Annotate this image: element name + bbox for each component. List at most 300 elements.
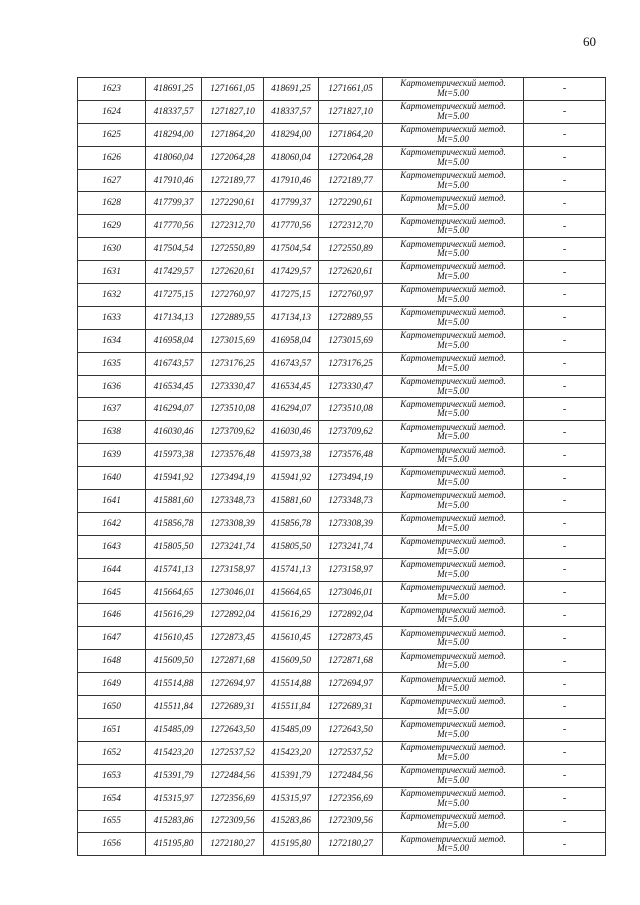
table-row — [78, 123, 606, 146]
table-row — [78, 169, 606, 192]
y-coordinate-cell: 1273015,69 — [202, 329, 264, 352]
method-cell — [383, 558, 524, 581]
table-row — [78, 535, 606, 558]
point-number-cell: 1647 — [78, 627, 146, 650]
x-coordinate-cell: 416534,45 — [146, 375, 202, 398]
accuracy-text: Mt=5.00 — [437, 431, 469, 442]
method-text: Картометрический метод. — [400, 833, 506, 844]
x-coordinate-existing-cell: 418337,57 — [264, 100, 319, 123]
note-cell: - — [524, 787, 606, 810]
accuracy-text: Mt=5.00 — [437, 843, 469, 854]
x-coordinate-existing-cell: 415616,29 — [264, 604, 319, 627]
note-cell: - — [524, 650, 606, 673]
y-coordinate-cell: 1272689,31 — [202, 696, 264, 719]
y-coordinate-existing-cell: 1273576,48 — [319, 444, 383, 467]
x-coordinate-cell: 415856,78 — [146, 512, 202, 535]
table-row — [78, 375, 606, 398]
method-cell — [383, 718, 524, 741]
note-cell: - — [524, 444, 606, 467]
y-coordinate-existing-cell: 1272312,70 — [319, 215, 383, 238]
x-coordinate-existing-cell: 418060,04 — [264, 146, 319, 169]
note-cell: - — [524, 627, 606, 650]
method-text: Картометрический метод. — [400, 765, 506, 776]
point-number-cell: 1638 — [78, 421, 146, 444]
method-cell — [383, 169, 524, 192]
y-coordinate-cell: 1273241,74 — [202, 535, 264, 558]
accuracy-text: Mt=5.00 — [437, 591, 469, 602]
method-text: Картометрический метод. — [400, 467, 506, 478]
y-coordinate-existing-cell: 1272760,97 — [319, 284, 383, 307]
point-number-cell: 1641 — [78, 490, 146, 513]
x-coordinate-cell: 415485,09 — [146, 718, 202, 741]
accuracy-text: Mt=5.00 — [437, 110, 469, 121]
accuracy-text: Mt=5.00 — [437, 362, 469, 373]
method-text: Картометрический метод. — [400, 124, 506, 135]
note-cell: - — [524, 673, 606, 696]
y-coordinate-existing-cell: 1273510,08 — [319, 398, 383, 421]
accuracy-text: Mt=5.00 — [437, 568, 469, 579]
y-coordinate-cell: 1272760,97 — [202, 284, 264, 307]
point-number-cell: 1627 — [78, 169, 146, 192]
table-row — [78, 421, 606, 444]
x-coordinate-cell: 418294,00 — [146, 123, 202, 146]
accuracy-text: Mt=5.00 — [437, 820, 469, 831]
point-number-cell: 1643 — [78, 535, 146, 558]
note-cell: - — [524, 810, 606, 833]
x-coordinate-cell: 415805,50 — [146, 535, 202, 558]
note-cell: - — [524, 284, 606, 307]
y-coordinate-cell: 1272309,56 — [202, 810, 264, 833]
y-coordinate-cell: 1272873,45 — [202, 627, 264, 650]
x-coordinate-existing-cell: 416534,45 — [264, 375, 319, 398]
table-row — [78, 650, 606, 673]
accuracy-text: Mt=5.00 — [437, 637, 469, 648]
point-number-cell: 1634 — [78, 329, 146, 352]
note-cell: - — [524, 741, 606, 764]
y-coordinate-existing-cell: 1272309,56 — [319, 810, 383, 833]
note-cell: - — [524, 535, 606, 558]
x-coordinate-cell: 417134,13 — [146, 306, 202, 329]
x-coordinate-cell: 415609,50 — [146, 650, 202, 673]
method-text: Картометрический метод. — [400, 513, 506, 524]
x-coordinate-cell: 416743,57 — [146, 352, 202, 375]
accuracy-text: Mt=5.00 — [437, 545, 469, 556]
x-coordinate-existing-cell: 415856,78 — [264, 512, 319, 535]
x-coordinate-existing-cell: 415514,88 — [264, 673, 319, 696]
y-coordinate-existing-cell: 1272290,61 — [319, 192, 383, 215]
table-row — [78, 673, 606, 696]
method-cell — [383, 352, 524, 375]
table-row — [78, 467, 606, 490]
note-cell: - — [524, 512, 606, 535]
y-coordinate-existing-cell: 1272064,28 — [319, 146, 383, 169]
y-coordinate-existing-cell: 1271864,20 — [319, 123, 383, 146]
table-row — [78, 215, 606, 238]
method-text: Картометрический метод. — [400, 78, 506, 89]
point-number-cell: 1632 — [78, 284, 146, 307]
point-number-cell: 1655 — [78, 810, 146, 833]
accuracy-text: Mt=5.00 — [437, 774, 469, 785]
method-text: Картометрический метод. — [400, 169, 506, 180]
y-coordinate-cell: 1272892,04 — [202, 604, 264, 627]
method-cell — [383, 329, 524, 352]
method-cell — [383, 146, 524, 169]
method-text: Картометрический метод. — [400, 719, 506, 730]
point-number-cell: 1656 — [78, 833, 146, 856]
x-coordinate-cell: 415610,45 — [146, 627, 202, 650]
x-coordinate-existing-cell: 416030,46 — [264, 421, 319, 444]
x-coordinate-cell: 417770,56 — [146, 215, 202, 238]
y-coordinate-cell: 1273158,97 — [202, 558, 264, 581]
accuracy-text: Mt=5.00 — [437, 271, 469, 282]
y-coordinate-existing-cell: 1273176,25 — [319, 352, 383, 375]
y-coordinate-cell: 1272871,68 — [202, 650, 264, 673]
y-coordinate-cell: 1271827,10 — [202, 100, 264, 123]
table-row — [78, 833, 606, 856]
y-coordinate-cell: 1273176,25 — [202, 352, 264, 375]
y-coordinate-existing-cell: 1272871,68 — [319, 650, 383, 673]
accuracy-text: Mt=5.00 — [437, 339, 469, 350]
table-row — [78, 261, 606, 284]
x-coordinate-existing-cell: 415610,45 — [264, 627, 319, 650]
y-coordinate-existing-cell: 1271827,10 — [319, 100, 383, 123]
x-coordinate-existing-cell: 415609,50 — [264, 650, 319, 673]
note-cell: - — [524, 352, 606, 375]
method-cell — [383, 810, 524, 833]
method-text: Картометрический метод. — [400, 444, 506, 455]
method-cell — [383, 100, 524, 123]
x-coordinate-existing-cell: 415805,50 — [264, 535, 319, 558]
note-cell: - — [524, 696, 606, 719]
method-text: Картометрический метод. — [400, 101, 506, 112]
x-coordinate-existing-cell: 417910,46 — [264, 169, 319, 192]
x-coordinate-existing-cell: 415315,97 — [264, 787, 319, 810]
x-coordinate-cell: 417910,46 — [146, 169, 202, 192]
y-coordinate-existing-cell: 1272694,97 — [319, 673, 383, 696]
method-text: Картометрический метод. — [400, 307, 506, 318]
point-number-cell: 1625 — [78, 123, 146, 146]
x-coordinate-existing-cell: 417134,13 — [264, 306, 319, 329]
x-coordinate-existing-cell: 416958,04 — [264, 329, 319, 352]
x-coordinate-cell: 416030,46 — [146, 421, 202, 444]
y-coordinate-existing-cell: 1272537,52 — [319, 741, 383, 764]
method-cell — [383, 398, 524, 421]
table-row — [78, 718, 606, 741]
x-coordinate-existing-cell: 417770,56 — [264, 215, 319, 238]
method-cell — [383, 192, 524, 215]
point-number-cell: 1645 — [78, 581, 146, 604]
method-text: Картометрический метод. — [400, 375, 506, 386]
y-coordinate-existing-cell: 1272356,69 — [319, 787, 383, 810]
accuracy-text: Mt=5.00 — [437, 477, 469, 488]
method-text: Картометрический метод. — [400, 559, 506, 570]
method-text: Картометрический метод. — [400, 696, 506, 707]
y-coordinate-existing-cell: 1273348,73 — [319, 490, 383, 513]
method-cell — [383, 261, 524, 284]
y-coordinate-cell: 1272356,69 — [202, 787, 264, 810]
accuracy-text: Mt=5.00 — [437, 683, 469, 694]
table-row — [78, 398, 606, 421]
x-coordinate-cell: 416958,04 — [146, 329, 202, 352]
method-text: Картометрический метод. — [400, 627, 506, 638]
x-coordinate-existing-cell: 418294,00 — [264, 123, 319, 146]
note-cell: - — [524, 215, 606, 238]
note-cell: - — [524, 467, 606, 490]
method-text: Картометрический метод. — [400, 742, 506, 753]
method-text: Картометрический метод. — [400, 261, 506, 272]
method-cell — [383, 741, 524, 764]
table-row — [78, 238, 606, 261]
method-cell — [383, 535, 524, 558]
point-number-cell: 1639 — [78, 444, 146, 467]
note-cell: - — [524, 604, 606, 627]
coordinates-table — [77, 77, 606, 856]
y-coordinate-cell: 1272180,27 — [202, 833, 264, 856]
point-number-cell: 1637 — [78, 398, 146, 421]
table-row — [78, 558, 606, 581]
method-cell — [383, 123, 524, 146]
x-coordinate-cell: 415741,13 — [146, 558, 202, 581]
method-cell — [383, 444, 524, 467]
point-number-cell: 1651 — [78, 718, 146, 741]
y-coordinate-cell: 1273494,19 — [202, 467, 264, 490]
y-coordinate-existing-cell: 1271661,05 — [319, 78, 383, 101]
x-coordinate-cell: 415616,29 — [146, 604, 202, 627]
y-coordinate-cell: 1272290,61 — [202, 192, 264, 215]
note-cell: - — [524, 100, 606, 123]
method-text: Картометрический метод. — [400, 490, 506, 501]
y-coordinate-existing-cell: 1273158,97 — [319, 558, 383, 581]
point-number-cell: 1633 — [78, 306, 146, 329]
method-cell — [383, 604, 524, 627]
x-coordinate-cell: 415941,92 — [146, 467, 202, 490]
table-row — [78, 192, 606, 215]
x-coordinate-cell: 415881,60 — [146, 490, 202, 513]
note-cell: - — [524, 764, 606, 787]
table-row — [78, 512, 606, 535]
x-coordinate-existing-cell: 415741,13 — [264, 558, 319, 581]
point-number-cell: 1640 — [78, 467, 146, 490]
method-cell — [383, 833, 524, 856]
accuracy-text: Mt=5.00 — [437, 225, 469, 236]
method-text: Картометрический метод. — [400, 673, 506, 684]
y-coordinate-existing-cell: 1272889,55 — [319, 306, 383, 329]
table-row — [78, 490, 606, 513]
method-cell — [383, 78, 524, 101]
table-row — [78, 627, 606, 650]
accuracy-text: Mt=5.00 — [437, 248, 469, 259]
y-coordinate-cell: 1272620,61 — [202, 261, 264, 284]
x-coordinate-existing-cell: 416743,57 — [264, 352, 319, 375]
note-cell: - — [524, 718, 606, 741]
y-coordinate-cell: 1273510,08 — [202, 398, 264, 421]
x-coordinate-cell: 415315,97 — [146, 787, 202, 810]
x-coordinate-cell: 417799,37 — [146, 192, 202, 215]
y-coordinate-existing-cell: 1273015,69 — [319, 329, 383, 352]
method-cell — [383, 627, 524, 650]
method-text: Картометрический метод. — [400, 421, 506, 432]
x-coordinate-existing-cell: 417504,54 — [264, 238, 319, 261]
point-number-cell: 1642 — [78, 512, 146, 535]
y-coordinate-existing-cell: 1272189,77 — [319, 169, 383, 192]
point-number-cell: 1653 — [78, 764, 146, 787]
note-cell: - — [524, 421, 606, 444]
point-number-cell: 1646 — [78, 604, 146, 627]
x-coordinate-existing-cell: 415941,92 — [264, 467, 319, 490]
method-cell — [383, 673, 524, 696]
accuracy-text: Mt=5.00 — [437, 522, 469, 533]
method-text: Картометрический метод. — [400, 284, 506, 295]
accuracy-text: Mt=5.00 — [437, 499, 469, 510]
point-number-cell: 1649 — [78, 673, 146, 696]
table-row — [78, 741, 606, 764]
method-cell — [383, 421, 524, 444]
x-coordinate-existing-cell: 417429,57 — [264, 261, 319, 284]
method-cell — [383, 375, 524, 398]
method-cell — [383, 306, 524, 329]
x-coordinate-cell: 417504,54 — [146, 238, 202, 261]
y-coordinate-existing-cell: 1272620,61 — [319, 261, 383, 284]
table-row — [78, 100, 606, 123]
point-number-cell: 1652 — [78, 741, 146, 764]
table-row — [78, 284, 606, 307]
point-number-cell: 1650 — [78, 696, 146, 719]
x-coordinate-cell: 415973,38 — [146, 444, 202, 467]
method-text: Картометрический метод. — [400, 215, 506, 226]
note-cell: - — [524, 261, 606, 284]
y-coordinate-cell: 1273348,73 — [202, 490, 264, 513]
y-coordinate-cell: 1273576,48 — [202, 444, 264, 467]
y-coordinate-existing-cell: 1272892,04 — [319, 604, 383, 627]
point-number-cell: 1624 — [78, 100, 146, 123]
x-coordinate-cell: 418691,25 — [146, 78, 202, 101]
x-coordinate-cell: 418060,04 — [146, 146, 202, 169]
y-coordinate-existing-cell: 1273046,01 — [319, 581, 383, 604]
table-row — [78, 696, 606, 719]
point-number-cell: 1626 — [78, 146, 146, 169]
y-coordinate-cell: 1272550,89 — [202, 238, 264, 261]
method-cell — [383, 490, 524, 513]
x-coordinate-existing-cell: 415485,09 — [264, 718, 319, 741]
method-text: Картометрический метод. — [400, 238, 506, 249]
x-coordinate-cell: 417429,57 — [146, 261, 202, 284]
method-text: Картометрический метод. — [400, 192, 506, 203]
note-cell: - — [524, 375, 606, 398]
method-text: Картометрический метод. — [400, 810, 506, 821]
point-number-cell: 1631 — [78, 261, 146, 284]
point-number-cell: 1654 — [78, 787, 146, 810]
method-cell — [383, 284, 524, 307]
x-coordinate-existing-cell: 415511,84 — [264, 696, 319, 719]
x-coordinate-cell: 418337,57 — [146, 100, 202, 123]
y-coordinate-existing-cell: 1273330,47 — [319, 375, 383, 398]
x-coordinate-cell: 416294,07 — [146, 398, 202, 421]
point-number-cell: 1629 — [78, 215, 146, 238]
note-cell: - — [524, 306, 606, 329]
method-text: Картометрический метод. — [400, 353, 506, 364]
point-number-cell: 1648 — [78, 650, 146, 673]
note-cell: - — [524, 78, 606, 101]
accuracy-text: Mt=5.00 — [437, 751, 469, 762]
accuracy-text: Mt=5.00 — [437, 705, 469, 716]
accuracy-text: Mt=5.00 — [437, 179, 469, 190]
note-cell: - — [524, 490, 606, 513]
y-coordinate-existing-cell: 1273494,19 — [319, 467, 383, 490]
x-coordinate-existing-cell: 417275,15 — [264, 284, 319, 307]
accuracy-text: Mt=5.00 — [437, 133, 469, 144]
y-coordinate-existing-cell: 1272873,45 — [319, 627, 383, 650]
method-text: Картометрический метод. — [400, 581, 506, 592]
point-number-cell: 1635 — [78, 352, 146, 375]
point-number-cell: 1628 — [78, 192, 146, 215]
x-coordinate-cell: 417275,15 — [146, 284, 202, 307]
y-coordinate-existing-cell: 1272550,89 — [319, 238, 383, 261]
table-row — [78, 78, 606, 101]
accuracy-text: Mt=5.00 — [437, 385, 469, 396]
table-row — [78, 444, 606, 467]
method-text: Картометрический метод. — [400, 787, 506, 798]
table-row — [78, 581, 606, 604]
accuracy-text: Mt=5.00 — [437, 614, 469, 625]
method-cell — [383, 696, 524, 719]
x-coordinate-existing-cell: 415195,80 — [264, 833, 319, 856]
table-row — [78, 604, 606, 627]
x-coordinate-cell: 415283,86 — [146, 810, 202, 833]
table-row — [78, 764, 606, 787]
note-cell: - — [524, 329, 606, 352]
y-coordinate-cell: 1271661,05 — [202, 78, 264, 101]
note-cell: - — [524, 169, 606, 192]
page-number: 60 — [583, 34, 596, 49]
method-text: Картометрический метод. — [400, 604, 506, 615]
y-coordinate-cell: 1272643,50 — [202, 718, 264, 741]
method-cell — [383, 581, 524, 604]
accuracy-text: Mt=5.00 — [437, 316, 469, 327]
method-text: Картометрический метод. — [400, 536, 506, 547]
x-coordinate-cell: 415391,79 — [146, 764, 202, 787]
accuracy-text: Mt=5.00 — [437, 797, 469, 808]
y-coordinate-existing-cell: 1272689,31 — [319, 696, 383, 719]
x-coordinate-cell: 415511,84 — [146, 696, 202, 719]
point-number-cell: 1630 — [78, 238, 146, 261]
note-cell: - — [524, 833, 606, 856]
method-text: Картометрический метод. — [400, 147, 506, 158]
note-cell: - — [524, 238, 606, 261]
method-cell — [383, 764, 524, 787]
x-coordinate-existing-cell: 415283,86 — [264, 810, 319, 833]
y-coordinate-cell: 1273308,39 — [202, 512, 264, 535]
accuracy-text: Mt=5.00 — [437, 156, 469, 167]
y-coordinate-cell: 1272312,70 — [202, 215, 264, 238]
x-coordinate-existing-cell: 418691,25 — [264, 78, 319, 101]
accuracy-text: Mt=5.00 — [437, 660, 469, 671]
y-coordinate-cell: 1273709,62 — [202, 421, 264, 444]
y-coordinate-existing-cell: 1273709,62 — [319, 421, 383, 444]
method-cell — [383, 215, 524, 238]
x-coordinate-cell: 415664,65 — [146, 581, 202, 604]
note-cell: - — [524, 558, 606, 581]
method-cell — [383, 650, 524, 673]
point-number-cell: 1644 — [78, 558, 146, 581]
table-row — [78, 787, 606, 810]
x-coordinate-existing-cell: 415664,65 — [264, 581, 319, 604]
point-number-cell: 1636 — [78, 375, 146, 398]
y-coordinate-cell: 1272484,56 — [202, 764, 264, 787]
x-coordinate-existing-cell: 417799,37 — [264, 192, 319, 215]
point-number-cell: 1623 — [78, 78, 146, 101]
method-text: Картометрический метод. — [400, 650, 506, 661]
y-coordinate-cell: 1272889,55 — [202, 306, 264, 329]
